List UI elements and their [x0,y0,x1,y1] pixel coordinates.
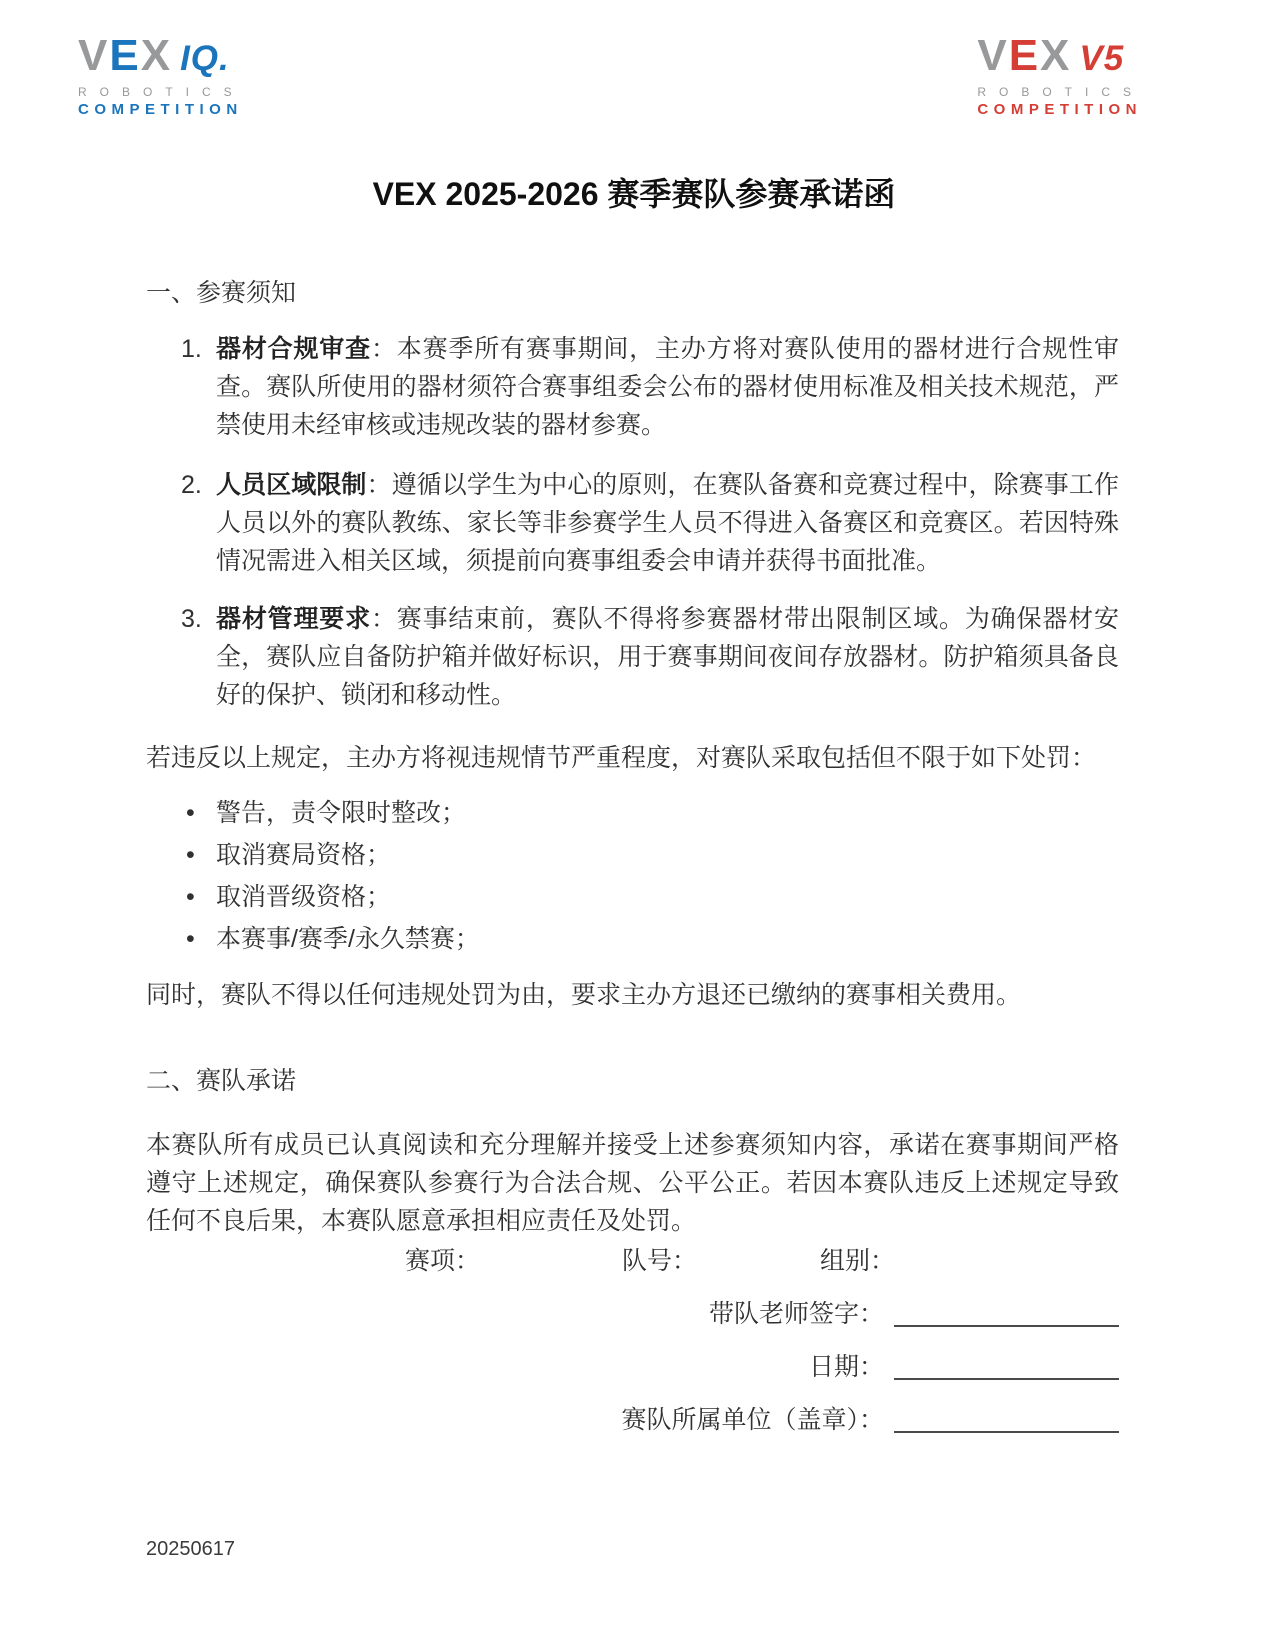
bullet-icon: • [186,799,195,827]
bullet-icon: • [186,883,195,911]
penalty-item [146,794,1119,832]
vex-iq-wordmark [78,31,245,80]
vex-letter-e: E [109,31,141,80]
item-label: 器材合规审查 [216,335,371,363]
section-heading-notice: 一、参赛须知 [146,279,297,307]
team-number-field-label: 队号： [622,1247,698,1275]
penalty-text: 取消赛局资格； [216,841,392,869]
item-number: 2. [181,471,202,499]
vex-letter-v: V [977,31,1009,80]
competition-label: COMPETITION [977,101,1142,118]
vex-letter-x: X [1040,31,1072,80]
penalty-intro: 若违反以上规定，主办方将视违规情节严重程度，对赛队采取包括但不限于如下处罚： [146,744,1097,772]
item-text: ：赛事结束前，赛队不得将参赛器材带出限制区域。为确保器材安全，赛队应自备防护箱并做好标识，用于赛事期间夜间存放器材。防护箱须具备良好的保护、锁闭和移动性。 [216,605,1119,709]
form-row-basic [146,1242,1119,1280]
v5-product-mark: V5 [1079,39,1125,78]
item-number: 3. [181,605,202,633]
organization-label: 赛队所属单位（盖章）： [621,1406,884,1434]
page-title: VEX 2025-2026 赛季赛队参赛承诺函 [372,176,896,213]
item-text: ：本赛季所有赛事期间，主办方将对赛队使用的器材进行合规性审查。赛队所使用的器材须符合赛事组委会公布的器材使用标准及相关技术规范，严禁使用未经审核或违规改装的器材参赛。 [216,335,1119,439]
vex-v5-wordmark [977,31,1144,80]
division-field-label: 组别： [820,1247,896,1275]
event-field-label: 赛项： [405,1247,481,1275]
vex-letter-x: X [140,31,173,80]
teacher-signature-label: 带队老师签字： [708,1300,884,1328]
notice-item-1 [146,330,1119,444]
robotics-label: ROBOTICS [78,85,245,99]
organization-stamp-line [894,1401,1119,1433]
vex-letters [78,31,173,80]
vex-iq-logo [78,31,245,118]
vex-letter-v: V [78,31,110,80]
vex-v5-logo [977,31,1144,118]
vex-letter-e: E [1008,31,1041,80]
date-line [894,1348,1119,1380]
date-label: 日期： [808,1353,884,1381]
form-row-organization [146,1401,1119,1439]
penalty-text: 取消晋级资格； [216,883,392,911]
notice-item-2 [146,466,1119,580]
penalty-item [146,920,1119,958]
penalty-item [146,878,1119,916]
refund-note: 同时，赛队不得以任何违规处罚为由，要求主办方退还已缴纳的赛事相关费用。 [146,981,1022,1009]
penalty-text: 警告，责令限时整改； [216,799,467,827]
form-row-teacher-signature [146,1295,1119,1333]
commitment-paragraph: 本赛队所有成员已认真阅读和充分理解并接受上述参赛须知内容，承诺在赛事期间严格遵守上述规定，确保赛队参赛行为合法合规、公平公正。若因本赛队违反上述规定导致任何不良后果，本赛队愿意承担相应责任及处罚。 [146,1131,1119,1235]
notice-item-3 [146,600,1119,714]
header [78,31,1144,118]
penalty-item [146,836,1119,874]
penalty-list [146,794,1119,962]
item-text: ：遵循以学生为中心的原则，在赛队备赛和竞赛过程中，除赛事工作人员以外的赛队教练、家长等非参赛学生人员不得进入备赛区和竞赛区。若因特殊情况需进入相关区域，须提前向赛事组委会申请并获得书面批准。 [216,471,1119,575]
penalty-text: 本赛事/赛季/永久禁赛； [216,925,480,953]
bullet-icon: • [186,925,195,953]
item-label: 人员区域限制 [216,471,367,499]
teacher-signature-line [894,1295,1119,1327]
item-number: 1. [181,335,202,363]
iq-product-mark: IQ. [180,39,230,78]
section-heading-commitment: 二、赛队承诺 [146,1067,297,1095]
robotics-label: ROBOTICS [977,85,1144,99]
competition-label: COMPETITION [78,101,243,118]
bullet-icon: • [186,841,195,869]
vex-letters [977,31,1072,80]
form-row-date [146,1348,1119,1386]
document-version-date: 20250617 [146,1538,235,1560]
item-label: 器材管理要求 [216,605,371,633]
